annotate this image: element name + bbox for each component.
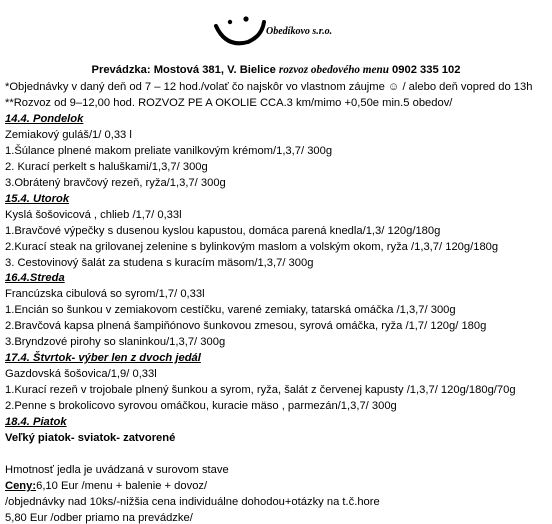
price-label: Ceny: <box>5 480 37 492</box>
weight-note: Hmotnosť jedla je uvádzaná v surovom stave <box>5 464 229 476</box>
soup-tuesday: Kyslá šošovicová , chlieb /1,7/ 0,33l <box>5 209 182 221</box>
menu-item: 3. Cestovinový šalát za studena s kuracím mäsom/1,3,7/ 300g <box>5 257 314 269</box>
order-note: *Objednávky v daný deň od 7 – 12 hod./volať čo najskôr vo vlastnom záujme ☺ / alebo deň vopred do 13h <box>5 81 533 93</box>
header-tagline: rozvoz obedového menu <box>278 64 389 76</box>
header-address: Prevádzka: Mostová 381, V. Bielice <box>91 64 276 76</box>
day-title-wednesday: 16.4.Streda <box>5 272 65 284</box>
delivery-note: **Rozvoz od 9–12,00 hod. ROZVOZ PE A OKOLIE CCA.3 km/mimo +0,50e min.5 obedov/ <box>5 97 453 109</box>
company-logo-text: Obedíkovo s.r.o. <box>266 26 333 37</box>
menu-item: 2.Bravčová kapsa plnená šampiňónovo šunkovou zmesou, syrová omáčka, ryža /1,7/ 120g/ 180g <box>5 320 487 332</box>
closed-notice: Veľký piatok- sviatok- zatvorené <box>5 432 176 444</box>
day-title-thursday: 17.4. Štvrtok- výber len z dvoch jedál <box>5 352 201 364</box>
menu-item: 3.Obrátený bravčový rezeň, ryža/1,3,7/ 300g <box>5 177 226 189</box>
menu-item: 1.Kurací rezeň v trojobale plnený šunkou a syrom, ryža, šalát z červenej kapusty /1,3,7/ 120g/180g/70g <box>5 384 516 396</box>
page-header <box>0 64 552 76</box>
pickup-price-note: 5,80 Eur /odber priamo na prevádzke/ <box>5 512 193 524</box>
menu-item: 2.Kurací steak na grilovanej zelenine s bylinkovým maslom a volským okom, ryža /1,3,7/ 120g/180g <box>5 241 499 253</box>
header-phone: 0902 335 102 <box>392 64 461 76</box>
day-title-tuesday: 15.4. Utorok <box>5 193 70 205</box>
company-logo <box>212 2 352 56</box>
soup-thursday: Gazdovská šošovica/1,9/ 0,33l <box>5 368 157 380</box>
price-line <box>5 480 207 492</box>
price-text: 6,10 Eur /menu + balenie + dovoz/ <box>36 480 208 492</box>
day-title-monday: 14.4. Pondelok <box>5 113 84 125</box>
menu-item: 1.Bravčové výpečky s dusenou kyslou kapustou, domáca parená knedla/1,3/ 120g/180g <box>5 225 441 237</box>
soup-monday: Zemiakový guláš/1/ 0,33 l <box>5 129 132 141</box>
menu-item: 2.Penne s brokolicovo syrovou omáčkou, kuracie mäso , parmezán/1,3,7/ 300g <box>5 400 397 412</box>
day-title-friday: 18.4. Piatok <box>5 416 67 428</box>
soup-wednesday: Francúzska cibulová so syrom/1,7/ 0,33l <box>5 288 205 300</box>
menu-item: 2. Kurací perkelt s haluškami/1,3,7/ 300g <box>5 161 208 173</box>
menu-item: 1.Šúlance plnené makom preliate vanilkovým krémom/1,3,7/ 300g <box>5 145 333 157</box>
bulk-order-note: /objednávky nad 10ks/-nižšia cena individuálne dohodou+otázky na t.č.hore <box>5 496 380 508</box>
menu-item: 3.Bryndzové pirohy so slaninkou/1,3,7/ 300g <box>5 336 226 348</box>
menu-item: 1.Encián so šunkou v zemiakovom cestíčku, varené zemiaky, tatarská omáčka /1,3,7/ 300g <box>5 304 456 316</box>
